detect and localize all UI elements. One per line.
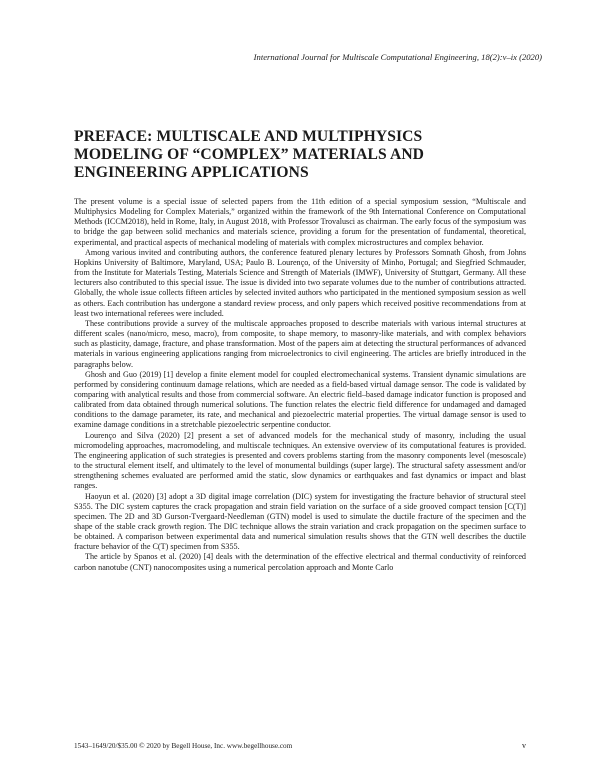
body-paragraph: Ghosh and Guo (2019) [1] develop a finite element model for coupled electromechanical systems. Transient dynamic simulations are performed by considering continuum damage relations, which are needed as a field-based virtual damage sensor. The code is validated by comparing with analytical results and those from commercial software. An electric field–based damage indicator function is proposed and calibrated from data obtained through numerical solutions. The function relates the electric field difference for undamaged and damaged conditions to the damage parameter, its rate, and mechanical and piezoelectric material properties. The virtual damage sensor is used to examine damage conditions in a stretchable piezoelectric serpentine conductor. <box>74 369 526 430</box>
body-paragraph: The present volume is a special issue of selected papers from the 11th edition of a special symposium session, “Multiscale and Multiphysics Modeling for Complex Materials,” organized within the framework of the 9th International Conference on Computational Methods (ICCM2018), held in Rome, Italy, in August 2018, with Professor Trovalusci as chairman. The early focus of the symposium was to bridge the gap between solid mechanics and materials science, providing a forum for the presentation of fundamental, theoretical, experimental, and practical aspects of mechanical modeling of materials with complex microstructures and complex behavior. <box>74 197 526 247</box>
page-number: v <box>522 741 526 750</box>
article-body <box>74 197 526 722</box>
footer-copyright: 1543–1649/20/$35.00 © 2020 by Begell House, Inc. www.begellhouse.com <box>74 742 293 750</box>
journal-citation-header: International Journal for Multiscale Computational Engineering, 18(2):v–ix (2020) <box>253 52 542 62</box>
body-paragraph: These contributions provide a survey of the multiscale approaches proposed to describe materials with various internal structures at different scales (nano/micro, meso, macro), from composite, to shape memory, to masonry-like materials, and with complex behaviors such as plasticity, damage, fracture, and phase transformation. Most of the papers aim at detecting the structural performances of advanced materials in various engineering applications ranging from microelectronics to civil engineering. The articles are briefly introduced in the paragraphs below. <box>74 318 526 369</box>
body-paragraph: The article by Spanos et al. (2020) [4] deals with the determination of the effective electrical and thermal conductivity of reinforced carbon nanotube (CNT) nanocomposites using a numerical percolation approach and Monte Carlo <box>74 552 526 572</box>
body-paragraph: Lourenço and Silva (2020) [2] present a set of advanced models for the mechanical study of masonry, including the usual micromodeling approaches, macromodeling, and multiscale techniques. An extensive overview of its computational features is provided. The engineering application of such strategies is presented and covers problems starting from the masonry components level (mesoscale) to the structural element itself, and ultimately to the level of monumental buildings (super large). The structural safety assessment and/or strengthening schemes evaluated are performed amid the static, slow dynamics or earthquakes and fast dynamics or impact and blast ranges. <box>74 430 526 491</box>
page-footer <box>74 740 526 752</box>
body-paragraph: Haoyun et al. (2020) [3] adopt a 3D digital image correlation (DIC) system for investigating the fracture behavior of structural steel S355. The DIC system captures the crack propagation and strain field variation on the surface of a side grooved compact tension [C(T)] specimen. The 2D and 3D Gurson-Tvergaard-Needleman (GTN) model is used to simulate the ductile fracture of the specimen and the shape of the stable crack growth region. The DIC technique allows the strain variation and crack propagation on the specimen surface to be obtained. A comparison between experimental data and numerical simulation results shows that the GTN well describes the ductile fracture behavior of the C(T) specimen from S355. <box>74 491 526 552</box>
body-paragraph: Among various invited and contributing authors, the conference featured plenary lectures by Professors Somnath Ghosh, from Johns Hopkins University of Baltimore, Maryland, USA; Paulo B. Lourenço, of the University of Minho, Portugal; and Siegfried Schmauder, from the Institute for Materials Testing, Materials Science and Strength of Materials (IMWF), University of Stuttgart, Germany. All these lecturers also contributed to this special issue. The issue is divided into two separate volumes due to the number of contributions attracted. Globally, the whole issue collects fifteen articles by selected invited authors who participated in the mentioned symposium session as well as others. Each contribution has undergone a standard review process, and only papers which received positive recommendations from at least two international referees were included. <box>74 247 526 318</box>
article-title: PREFACE: MULTISCALE AND MULTIPHYSICS MODELING OF “COMPLEX” MATERIALS AND ENGINEERING APPLICATIONS <box>74 128 425 181</box>
